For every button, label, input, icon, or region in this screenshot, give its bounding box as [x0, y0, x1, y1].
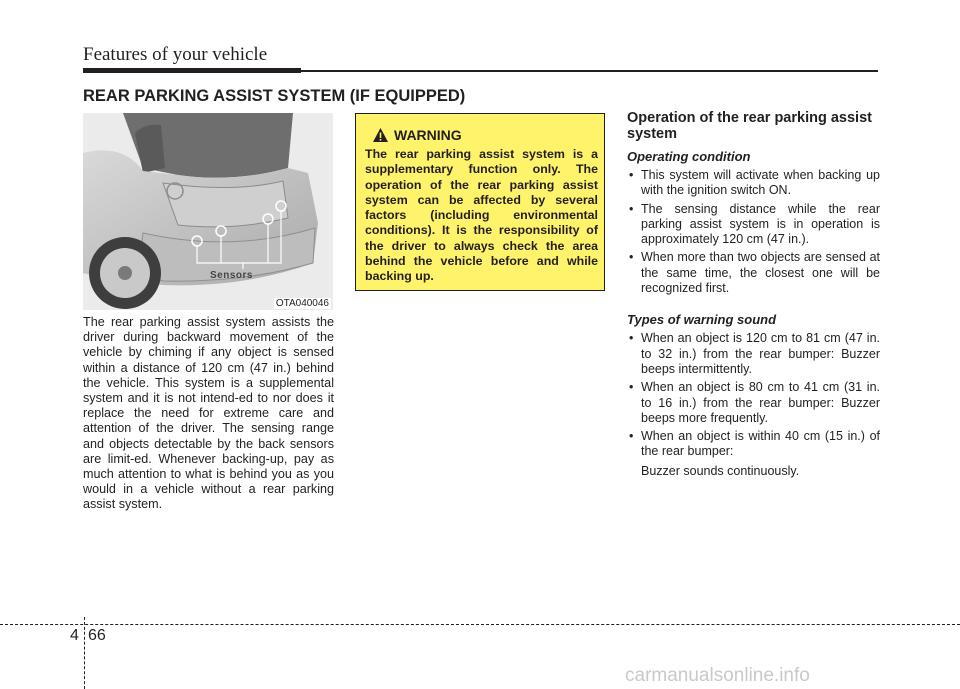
- warning-header: [372, 124, 462, 146]
- footer-vertical-divider: [84, 617, 85, 689]
- condition-list: [627, 168, 880, 296]
- continuous-sound-text: Buzzer sounds continuously.: [641, 463, 800, 478]
- intro-paragraph: The rear parking assist system assists the driver during backward movement of the vehicle by chiming if any object is sensed within a distance of 120 cm (47 in.) behind the vehicle. This system is a supplemental system and it is not intend-ed to nor does it replace the need for extreme care and attention of the driver. The sensing range and objects detectable by the back sensors are limit-ed. Whenever backing-up, pay as much attention to what is behind you as you would in a vehicle without a rear parking assist system.: [83, 315, 334, 512]
- header-rule-thin: [301, 70, 878, 72]
- list-item: • When an object is within 40 cm (15 in.) of the rear bumper:: [627, 429, 880, 460]
- operating-condition-title: Operating condition: [627, 149, 751, 164]
- page-number: 66: [88, 627, 106, 644]
- warning-sound-title: Types of warning sound: [627, 312, 777, 328]
- car-rear-drawing: [83, 113, 333, 310]
- watermark: carmanualsonline.info: [625, 665, 810, 686]
- list-item: • This system will activate when backing up with the ignition switch ON.: [627, 168, 880, 199]
- page-header-title: Features of your vehicle: [83, 44, 268, 65]
- warning-triangle-icon: [372, 127, 389, 143]
- footer-divider: [0, 624, 960, 625]
- list-item: • When more than two objects are sensed at the same time, the closest one will be recognized first.: [627, 250, 880, 296]
- warning-text: The rear parking assist system is a supplementary function only. The operation of the rear parking assist system can be affected by several factors (including environmental conditions). It is the responsibility of the driver to always check the area behind the vehicle before and while backing up.: [365, 147, 598, 284]
- figure-code: OTA040046: [275, 298, 329, 309]
- list-item: • When an object is 80 cm to 41 cm (31 in. to 16 in.) from the rear bumper: Buzzer beeps more frequently.: [627, 380, 880, 426]
- operation-column: [627, 110, 880, 479]
- warning-box: [355, 113, 605, 291]
- list-item: • The sensing distance while the rear parking assist system is in operation is approximately 120 cm (47 in.).: [627, 202, 880, 248]
- vehicle-rear-illustration: [83, 113, 333, 310]
- header-rule: [83, 68, 301, 73]
- operation-title: Operation of the rear parking assist system: [627, 110, 872, 142]
- warning-title: WARNING: [394, 127, 462, 143]
- sensors-label: Sensors: [210, 270, 253, 281]
- section-title: REAR PARKING ASSIST SYSTEM (IF EQUIPPED): [83, 87, 466, 105]
- list-item: • When an object is 120 cm to 81 cm (47 in. to 32 in.) from the rear bumper: Buzzer beeps intermittently.: [627, 331, 880, 377]
- chapter-number: 4: [70, 627, 79, 644]
- sound-list: [627, 331, 880, 459]
